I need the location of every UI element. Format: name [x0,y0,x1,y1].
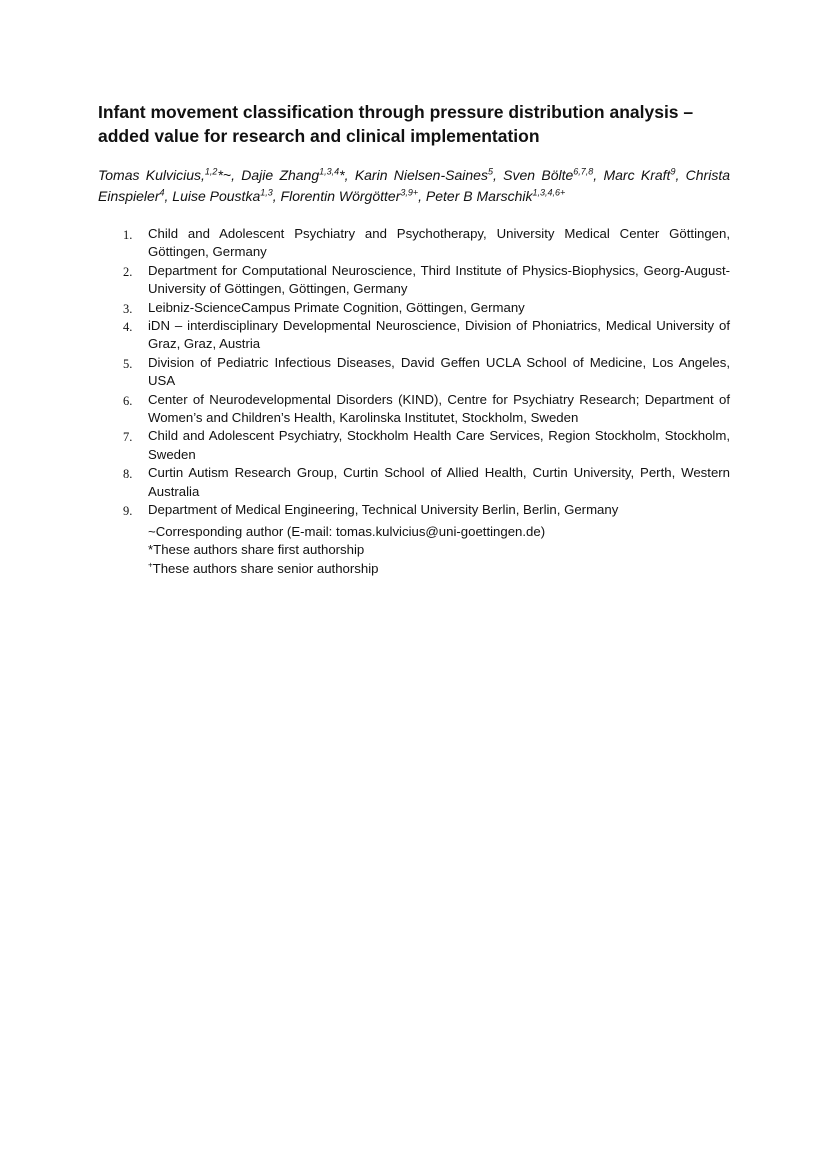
affiliation-text: Department for Computational Neuroscience, Third Institute of Physics-Biophysics, Georg-August-University of Göttingen, Göttingen, Germany [148,262,730,297]
affiliation-text: Curtin Autism Research Group, Curtin School of Allied Health, Curtin University, Perth, Western Australia [148,465,730,499]
author-mark: * [339,167,345,183]
affiliation-number: 7. [123,430,133,445]
author-name: Florentin Wörgötter [280,188,401,204]
author-separator: , [272,188,281,204]
author-name: Christa Einspieler [98,167,731,204]
affiliation-text: iDN – interdisciplinary Developmental Neuroscience, Division of Phoniatrics, Medical University of Graz, Graz, Austria [148,318,730,352]
author-affiliation-sup: 1,3 [260,187,273,198]
affiliation-item [113,354,730,391]
author [281,188,426,204]
author-name: Tomas Kulvicius, [98,167,205,183]
author-affiliation-sup: 1,2 [204,166,218,177]
author-separator: , [164,188,173,204]
affiliation-text: Child and Adolescent Psychiatry and Psychotherapy, University Medical Center Göttingen, Göttingen, Germany [148,226,730,260]
affiliation-number: 9. [123,504,133,519]
affiliation-text: Department of Medical Engineering, Technical University Berlin, Berlin, Germany [148,502,619,518]
author-separator: , [344,167,355,183]
author-separator: , [231,167,242,183]
author-name: Dajie Zhang [241,167,320,183]
author-name: Karin Nielsen-Saines [354,167,488,183]
affiliation-number: 4. [123,320,133,335]
author-affiliation-sup: 5 [487,166,493,177]
author-notes [148,523,728,578]
affiliation-item [113,317,730,354]
affiliation-item [113,427,730,464]
author [172,188,280,204]
affiliation-item [113,262,730,299]
senior-authorship-note [148,560,728,578]
author-separator: , [492,167,504,183]
author [355,167,503,183]
author [98,167,241,183]
author [426,188,565,204]
paper-title: Infant movement classification through pressure distribution analysis – added value for research and clinical implementation [98,102,694,146]
affiliation-item [113,225,730,262]
author-affiliation-sup: 1,3,4,6+ [532,187,566,198]
affiliation-number: 5. [123,356,133,371]
senior-authorship-mark: + [148,560,153,570]
first-authorship-note: *These authors share first authorship [148,542,365,558]
author-name: Peter B Marschik [425,188,533,204]
author-name: Sven Bölte [503,167,574,183]
author-affiliation-sup: 6,7,8 [573,166,594,177]
corresponding-author-note: ~Corresponding author (E-mail: tomas.kulvicius@uni-goettingen.de) [148,524,546,539]
affiliation-number: 3. [123,301,133,316]
affiliation-text: Division of Pediatric Infectious Diseases, David Geffen UCLA School of Medicine, Los Angeles, USA [148,354,730,389]
affiliation-item [113,391,730,428]
author-separator: , [675,167,686,183]
author [503,167,603,183]
author-mark: *~ [217,167,232,183]
affiliation-number: 8. [123,467,133,482]
author-affiliation-sup: 3,9+ [400,187,419,198]
senior-authorship-text: These authors share senior authorship [152,560,379,576]
affiliation-item [113,501,730,519]
author-name: Luise Poustka [172,188,261,204]
author-separator: , [418,188,426,204]
affiliation-text: Child and Adolescent Psychiatry, Stockholm Health Care Services, Region Stockholm, Stockholm, Sweden [148,428,730,462]
affiliation-number: 6. [123,393,133,408]
author-affiliation-sup: 9 [670,166,676,177]
author [603,167,685,183]
affiliation-text: Leibniz-ScienceCampus Primate Cognition, Göttingen, Germany [148,299,525,315]
affiliation-item [113,464,730,501]
affiliation-list [113,225,730,520]
author-separator: , [593,167,604,183]
affiliation-number: 1. [123,228,133,242]
affiliation-number: 2. [123,264,133,279]
author-affiliation-sup: 1,3,4 [319,166,340,177]
author-list [98,165,730,207]
affiliation-item [113,299,730,317]
affiliation-text: Center of Neurodevelopmental Disorders (KIND), Centre for Psychiatry Research; Department of Women’s and Children’s Health, Karolinska Institutet, Stockholm, Sweden [148,391,730,426]
author [241,167,355,183]
author-affiliation-sup: 4 [159,187,165,198]
author-name: Marc Kraft [603,167,671,183]
